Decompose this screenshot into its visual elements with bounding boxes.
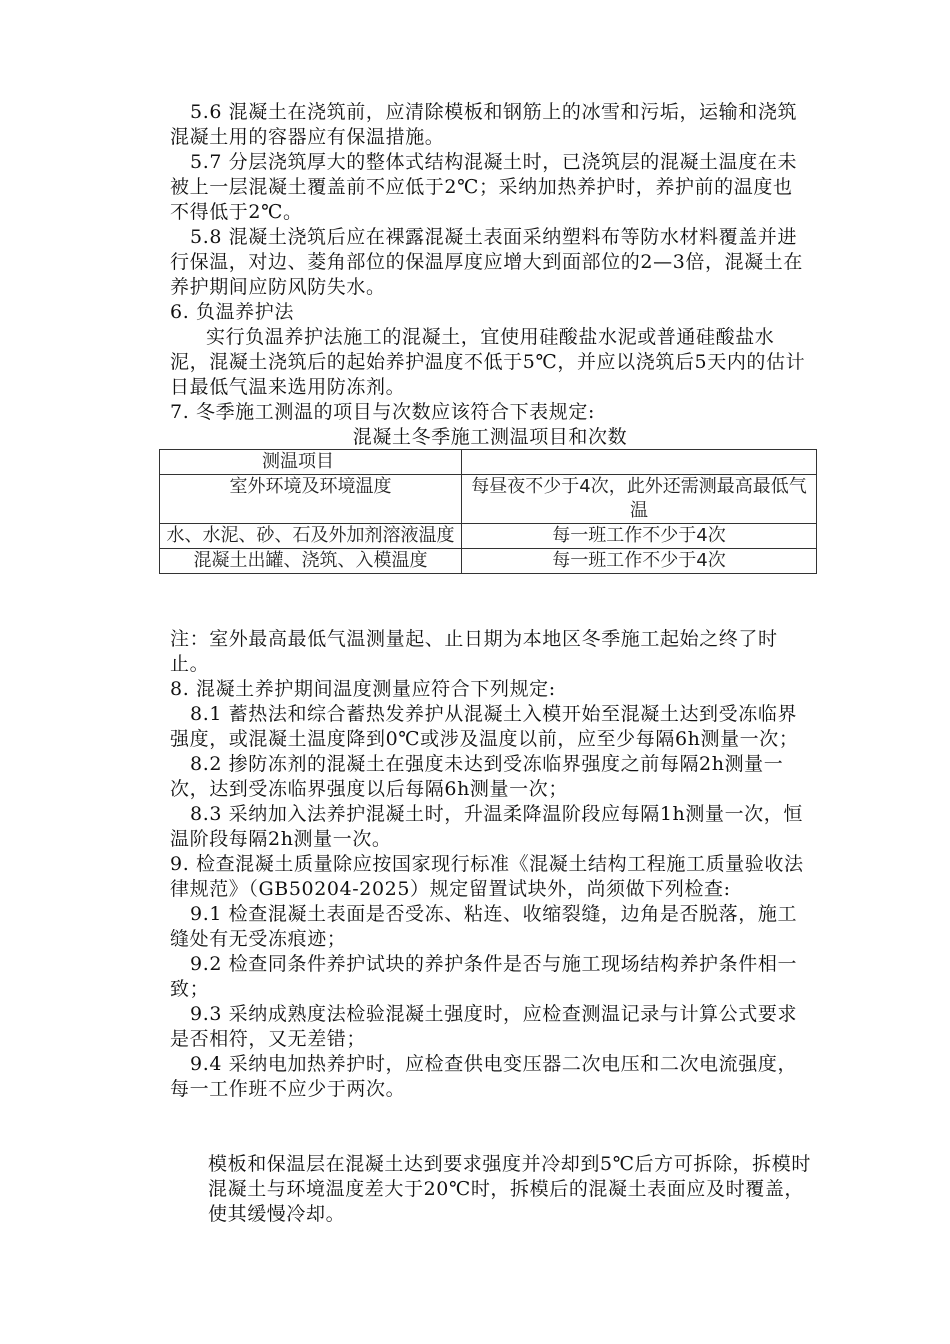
para-8-2: 8.2 掺防冻剂的混凝土在强度未达到受冻临界强度之前每隔2h测量一次，达到受冻临界强度以后每隔6h测量一次； bbox=[170, 753, 784, 800]
para-5-8: 5.8 混凝土浇筑后应在裸露混凝土表面采纳塑料布等防水材料覆盖并进行保温，对边、菱角部位的保温厚度应增大到面部位的2—3倍，混凝土在养护期间应防风防失水。 bbox=[170, 226, 803, 298]
table-cell: 室外环境及环境温度 bbox=[160, 475, 462, 524]
para-5-7: 5.7 分层浇筑厚大的整体式结构混凝土时，已浇筑层的混凝土温度在未被上一层混凝土覆盖前不应低于2℃；采纳加热养护时，养护前的温度也不得低于2℃。 bbox=[170, 151, 798, 223]
section-6-body: 实行负温养护法施工的混凝土，宜使用硅酸盐水泥或普通硅酸盐水泥，混凝土浇筑后的起始养护温度不低于5℃，并应以浇筑后5天内的估计日最低气温来选用防冻剂。 bbox=[170, 326, 806, 398]
table-row bbox=[160, 549, 817, 574]
section-9-title: 9. 检查混凝土质量除应按国家现行标准《混凝土结构工程施工质量验收法律规范》（GB50204-2025）规定留置试块外，尚须做下列检查: bbox=[170, 853, 804, 900]
para-8-3: 8.3 采纳加入法养护混凝土时，升温柔降温阶段应每隔1h测量一次，恒温阶段每隔2h测量一次。 bbox=[170, 803, 803, 850]
para-9-4: 9.4 采纳电加热养护时，应检查供电变压器二次电压和二次电流强度，每一工作班不应少于两次。 bbox=[170, 1053, 798, 1100]
table-header-row bbox=[160, 450, 817, 475]
para-9-3: 9.3 采纳成熟度法检验混凝土强度时，应检查测温记录与计算公式要求是否相符，又无差错； bbox=[170, 1003, 798, 1050]
table-cell: 每一班工作不少于4次 bbox=[462, 524, 817, 549]
section-6-title: 6. 负温养护法 bbox=[170, 301, 294, 323]
section-8-9-block bbox=[170, 627, 810, 1102]
para-9-2: 9.2 检查同条件养护试块的养护条件是否与施工现场结构养护条件相一致； bbox=[170, 953, 798, 1000]
table-header-cell: 测温项目 bbox=[160, 450, 462, 475]
closing-paragraph bbox=[208, 1152, 818, 1227]
table-header-cell bbox=[462, 450, 817, 475]
para-5-6: 5.6 混凝土在浇筑前，应清除模板和钢筋上的冰雪和污垢，运输和浇筑混凝土用的容器应有保温措施。 bbox=[170, 101, 798, 148]
section-7-title: 7. 冬季施工测温的项目与次数应该符合下表规定: bbox=[170, 401, 595, 423]
table-row bbox=[160, 475, 817, 524]
table-caption: 混凝土冬季施工测温项目和次数 bbox=[352, 426, 628, 448]
section-5-block bbox=[170, 100, 810, 425]
para-8-1: 8.1 蓄热法和综合蓄热发养护从混凝土入模开始至混凝土达到受冻临界强度，或混凝土温度降到0℃或涉及温度以前，应至少每隔6h测量一次； bbox=[170, 703, 799, 750]
table-cell: 每一班工作不少于4次 bbox=[462, 549, 817, 574]
table-cell: 混凝土出罐、浇筑、入模温度 bbox=[160, 549, 462, 574]
closing-text: 模板和保温层在混凝土达到要求强度并冷却到5℃后方可拆除，拆模时混凝土与环境温度差大于20℃时，拆模后的混凝土表面应及时覆盖，使其缓慢冷却。 bbox=[208, 1153, 811, 1225]
table-note: 注：室外最高最低气温测量起、止日期为本地区冬季施工起始之终了时止。 bbox=[170, 628, 778, 675]
para-9-1: 9.1 检查混凝土表面是否受冻、粘连、收缩裂缝，边角是否脱落，施工缝处有无受冻痕迹； bbox=[170, 903, 798, 950]
table-cell: 水、水泥、砂、石及外加剂溶液温度 bbox=[160, 524, 462, 549]
table-row bbox=[160, 524, 817, 549]
table-cell: 每昼夜不少于4次，此外还需测最高最低气温 bbox=[462, 475, 817, 524]
section-8-title: 8. 混凝土养护期间温度测量应符合下列规定: bbox=[170, 678, 556, 700]
temperature-table bbox=[159, 449, 817, 574]
